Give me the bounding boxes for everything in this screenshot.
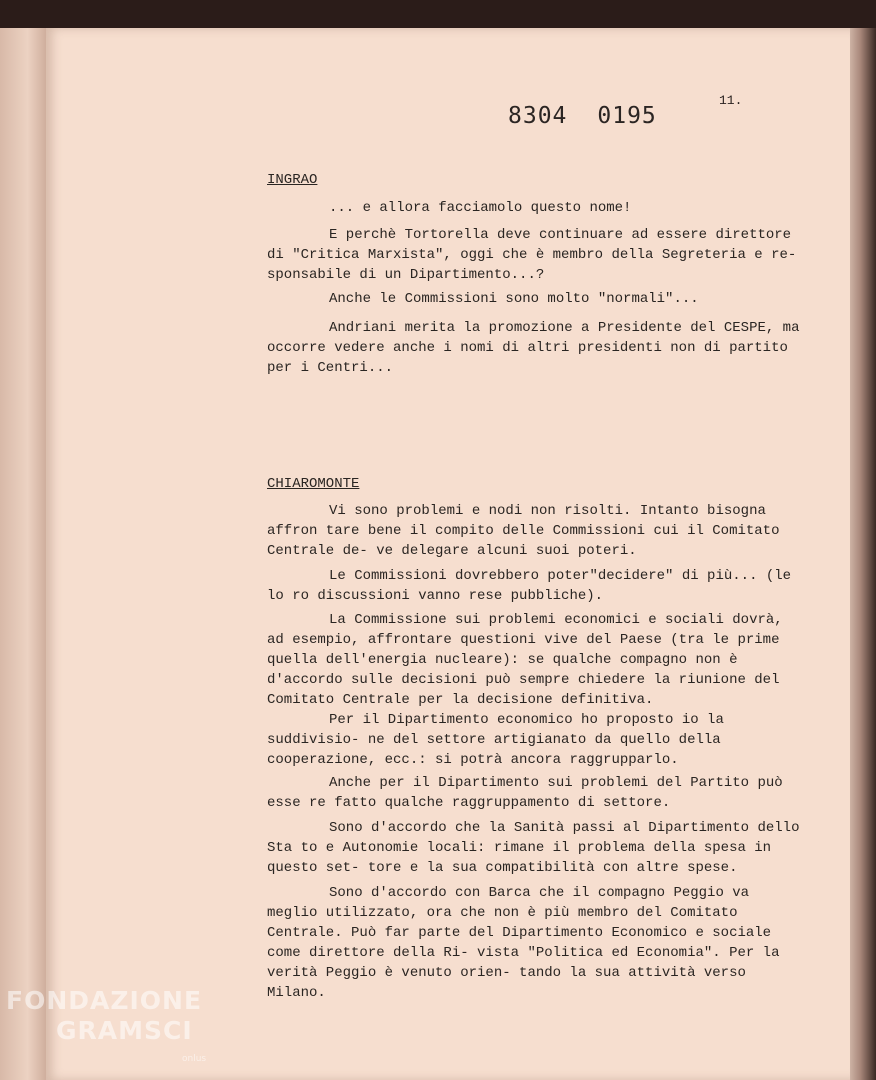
watermark-line1: FONDAZIONE bbox=[6, 986, 203, 1015]
section-chiaromonte bbox=[267, 474, 807, 494]
document-code bbox=[508, 103, 657, 129]
document-code-left: 8304 bbox=[508, 103, 568, 129]
paragraph: Andriani merita la promozione a Presidente del CESPE, ma occorre vedere anche i nomi di altri presidenti non di partito per i Centri... bbox=[267, 320, 800, 376]
paragraph: Sono d'accordo che la Sanità passi al Dipartimento dello Sta to e Autonomie locali: rimane il problema della spesa in questo set- tore e la sua compatibilità con altre spese. bbox=[267, 820, 800, 876]
page-edge-shadow bbox=[850, 28, 876, 1080]
page-number: 11. bbox=[719, 93, 743, 108]
paragraph: E perchè Tortorella deve continuare ad essere direttore di "Critica Marxista", oggi che è membro della Segreteria e re- sponsabile di un Dipartimento...? bbox=[267, 227, 797, 283]
paragraph: La Commissione sui problemi economici e sociali dovrà, ad esempio, affrontare questioni vive del Paese (tra le prime quella dell'energia nucleare): se qualche compagno non è d'accordo sulle decisioni può sempre chiedere la riunione del Comitato Centrale per la decisione definitiva. bbox=[267, 612, 783, 708]
document-code-right: 0195 bbox=[597, 103, 657, 129]
speaker-name: CHIAROMONTE bbox=[267, 476, 360, 492]
paragraph: Sono d'accordo con Barca che il compagno Peggio va meglio utilizzato, ora che non è più membro del Comitato Centrale. Può far parte del Dipartimento Economico e sociale come direttore della Ri- vista "Politica ed Economia". Per la verità Peggio è venuto orien- tando la sua attività verso Milano. bbox=[267, 885, 780, 1001]
paragraph: Le Commissioni dovrebbero poter"decidere" di più... (le lo ro discussioni vanno rese pubbliche). bbox=[267, 568, 792, 604]
paragraph: Anche le Commissioni sono molto "normali"... bbox=[329, 291, 699, 307]
paragraph: Vi sono problemi e nodi non risolti. Intanto bisogna affron tare bene il compito delle Commissioni cui il Comitato Centrale de- ve delegare alcuni suoi poteri. bbox=[267, 503, 780, 559]
paragraph: Per il Dipartimento economico ho proposto io la suddivisio- ne del settore artigianato da quello della cooperazione, ecc.: si potrà ancora raggrupparlo. bbox=[267, 712, 724, 768]
paragraph: Anche per il Dipartimento sui problemi del Partito può esse re fatto qualche raggruppamento di settore. bbox=[267, 775, 783, 811]
watermark-suffix: onlus bbox=[182, 1054, 207, 1064]
section-ingrao bbox=[267, 170, 807, 190]
watermark-line2: GRAMSCI bbox=[56, 1016, 193, 1045]
speaker-name: INGRAO bbox=[267, 172, 318, 188]
previous-page-edge bbox=[0, 28, 46, 1080]
watermark-logo bbox=[6, 986, 226, 1064]
paragraph: ... e allora facciamolo questo nome! bbox=[329, 200, 632, 216]
